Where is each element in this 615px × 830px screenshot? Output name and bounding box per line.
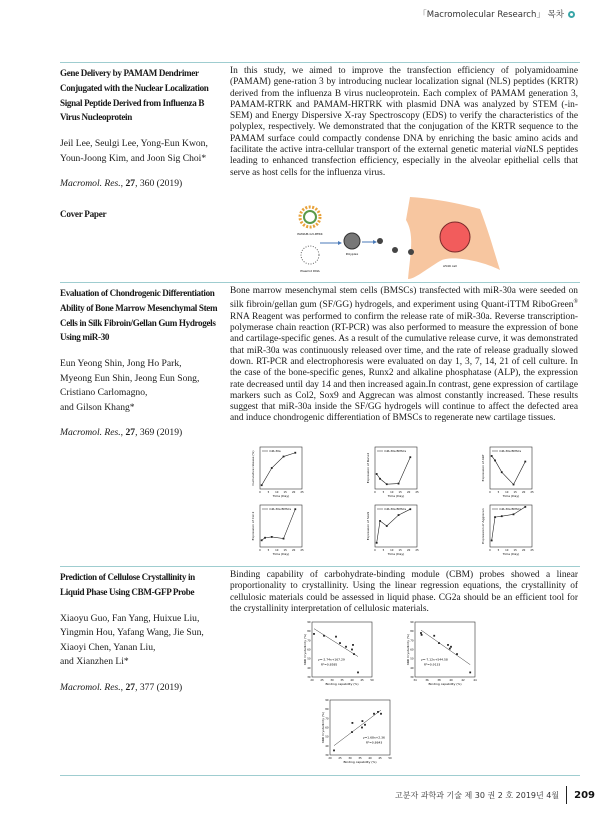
x-tick-label: 0 [259, 491, 261, 494]
data-point [501, 515, 503, 517]
x-tick-label: 38 [437, 679, 441, 682]
polyplex-icon [344, 233, 360, 249]
regression-line [314, 629, 358, 657]
y-tick-label: 30 [410, 676, 414, 679]
chart-panel [251, 505, 304, 556]
legend-label: miR-30a BMSCs [499, 507, 522, 511]
data-point [494, 460, 496, 462]
r-squared: R²=0.8643 [366, 740, 383, 745]
x-tick-label: 35 [358, 757, 362, 760]
citation-pages: , 377 (2019) [135, 681, 183, 693]
data-point [376, 542, 378, 544]
data-point [421, 634, 423, 636]
citation-pages: , 369 (2019) [135, 427, 183, 439]
legend-label: miR-30a BMSCs [384, 449, 407, 453]
data-point [433, 635, 435, 637]
x-tick-label: 20 [291, 491, 296, 494]
author-line: Xiaoyu Guo, Fan Yang, Huixue Liu, [60, 612, 200, 624]
x-tick-label: 25 [300, 491, 304, 494]
footer-journal-info: 고분자 과학과 기술 제 30 권 2 호 2019년 4월 [395, 790, 560, 800]
x-tick-label: 45 [378, 757, 382, 760]
citation-volume: 27 [125, 178, 136, 190]
y-tick-label: 70 [325, 717, 329, 721]
x-tick-label: 10 [275, 491, 279, 494]
data-point [271, 536, 273, 538]
x-tick-label: 25 [300, 549, 304, 552]
x-tick-label: 25 [530, 549, 534, 552]
article-1-meta [60, 66, 225, 219]
article-2-abstract [230, 286, 578, 425]
legend-label: miR-30a BMSCs [384, 507, 407, 511]
x-tick-label: 15 [283, 491, 287, 494]
x-axis-label: Time (Day) [272, 494, 290, 498]
citation-volume: 27 [125, 427, 136, 439]
data-point [339, 642, 341, 644]
x-tick-label: 50 [388, 757, 392, 760]
x-tick-label: 36 [425, 679, 429, 682]
x-tick-label: 30 [330, 679, 334, 682]
data-point [345, 646, 347, 648]
plot-frame [312, 622, 372, 677]
x-tick-label: 40 [350, 679, 354, 682]
x-tick-label: 15 [398, 491, 402, 494]
y-tick-label: 60 [307, 648, 311, 652]
x-axis-label: Time (Day) [502, 494, 520, 498]
x-tick-label: 5 [382, 491, 385, 494]
legend-label: miR-30a [269, 449, 281, 453]
data-point [362, 720, 364, 722]
x-tick-label: 15 [283, 549, 287, 552]
data-point [386, 525, 388, 527]
article-1-abstract [230, 66, 578, 179]
x-tick-label: 0 [489, 549, 491, 552]
series-line [262, 453, 296, 485]
x-tick-label: 15 [398, 549, 402, 552]
y-tick-label: 50 [325, 735, 329, 739]
x-tick-label: 5 [267, 491, 270, 494]
legend-label: miR-30a BMSCs [499, 449, 522, 453]
data-point [313, 633, 315, 635]
data-point [271, 467, 273, 469]
cover-paper-label: Cover Paper [60, 209, 107, 220]
data-point [294, 508, 296, 510]
y-tick-label: 90 [410, 621, 414, 624]
x-tick-label: 20 [406, 549, 411, 552]
x-tick-label: 20 [521, 549, 526, 552]
data-point [335, 636, 337, 638]
divider [60, 775, 580, 776]
data-point [294, 452, 296, 454]
y-axis-label: Expression of ALP [481, 454, 485, 482]
data-point [333, 750, 335, 752]
x-tick-label: 35 [340, 679, 344, 682]
regression-equation: y=-2.74x+167.29 [318, 657, 345, 662]
y-tick-label: 40 [307, 666, 311, 670]
data-point [376, 473, 378, 475]
plot-frame [415, 622, 475, 677]
data-point [524, 506, 526, 508]
x-tick-label: 5 [497, 491, 500, 494]
data-point [447, 644, 449, 646]
r-squared: R²=0.8585 [321, 662, 338, 667]
abstract-text: In this study, we aimed to improve the transfection efficiency of polyamidoamine (PAMAM) gene-ration 3 by introducing nuclear localization signal (NLS) peptides (KRTR) derived from the influenza B virus nucleoprotein. Each complex of PAMAM generation 3, PAMAM-RTRK and PAMAM-HRTRK with plasmid DNA was analyzed by STEM (-in-SEM) and Energy Dispersive X-ray Spectroscopy (EDS) to verify the characteristics of the polyplex, respectively. We demonstrated that the conjugation of the KRTR sequence to the PAMAM surface could compactly condense DNA by enriching the basic amino acids and facilitate the active intra-cellular transport of the external genetic material [230, 66, 578, 156]
y-tick-label: 70 [410, 639, 414, 643]
y-tick-label: 30 [325, 754, 329, 757]
data-point [283, 456, 285, 458]
arrow-head [373, 240, 377, 244]
x-tick-label: 10 [505, 491, 509, 494]
chart-panel [303, 620, 374, 686]
x-axis-label: Time (Day) [387, 494, 405, 498]
footer-separator [566, 786, 567, 804]
dendrimer-label: PAMAM-G3-RTRK [297, 232, 323, 236]
chart-panel [366, 505, 419, 556]
y-tick-label: 80 [325, 708, 329, 712]
x-tick-label: 25 [320, 679, 324, 682]
x-axis-label: Binding capability (%) [428, 682, 462, 686]
polyplex-label: Polyplex [345, 252, 359, 256]
data-point [352, 644, 354, 646]
plot-frame [330, 700, 390, 755]
x-axis-label: Time (Day) [502, 552, 520, 556]
journal-label: 「Macromolecular Research」 목차 [418, 10, 564, 20]
dendrimer-core [304, 211, 316, 223]
title-line: Liquid Phase Using CBM-GFP Probe [60, 586, 195, 597]
data-point [420, 632, 422, 634]
chart-panel [321, 698, 392, 764]
citation-journal: Macromol. Res. [60, 427, 121, 439]
y-tick-label: 90 [325, 699, 329, 702]
x-axis-label: Time (Day) [387, 552, 405, 556]
article-citation[interactable]: Macromol. Res., 27, 369 (2019) [60, 427, 183, 439]
x-tick-label: 10 [275, 549, 279, 552]
data-point [494, 516, 496, 518]
x-tick-label: 20 [291, 549, 296, 552]
data-point [524, 461, 526, 463]
plot-frame [490, 447, 532, 489]
plot-frame [260, 505, 302, 547]
page-footer [395, 786, 595, 804]
article-3-abstract: Binding capability of carbohydrate-binding module (CBM) probes showed a linear proportionality to crystallinity. Using the linear regression equations, the crystallinity of cellulosic materials could be assessed in liquid phase. CG2a should be an efficient tool for the crystallinity interpretation of cellulosic materials. [230, 570, 578, 614]
y-tick-label: 80 [410, 630, 414, 634]
data-point [264, 537, 266, 539]
x-axis-label: Binding capability (%) [343, 760, 377, 764]
y-tick-label: 40 [325, 744, 329, 748]
data-point [352, 722, 354, 724]
plot-frame [490, 505, 532, 547]
citation-journal: Macromol. Res. [60, 681, 121, 693]
abstract-italic: via [514, 145, 527, 156]
author-line: and Gilson Khang* [60, 401, 135, 413]
y-tick-label: 60 [410, 648, 414, 652]
article-title[interactable] [60, 570, 225, 600]
particle [392, 247, 398, 253]
author-line: Yingmin Hou, Yafang Wang, Jie Sun, [60, 627, 204, 639]
data-point [409, 508, 411, 510]
regression-equation: y=1.68x+2.36 [363, 735, 385, 740]
series-line [262, 509, 296, 540]
author-line: Cristiano Carlomagno, [60, 387, 148, 399]
x-tick-label: 5 [497, 549, 500, 552]
figure-crystallinity-charts [300, 620, 590, 772]
x-tick-label: 5 [382, 549, 385, 552]
divider [60, 62, 580, 63]
abstract-text-end: RNA Reagent was performed to confirm the release rate of miR-30a. Reverse transcription-polymerase chain reaction (RT-PCR) was also performed to measure the expression of bone and cartilage-specific genes. As a result of the cumulative release curve, it was demonstrated that miR-30a was continuously released over time, and the rate of release gradually slowed down. RT-PCR and electrophoresis were evaluated on day 1, 3, 7, 14, 21 of cell culture. In the case of the bone-specific genes, Runx2 and alkaline phosphatase (ALP), the expression rate decreased until day 14 and then increased again.In contrast, gene expression of cartilage markers such as Col2, Sox9 and Aggrecan was almost constantly increased. These results suggest that miR-30a inside the SF/GG hydrogels will continue to affect the defected area and induce chondrogenic differentiation of BMSCs to regenerate new cartilage tissues. [230, 311, 578, 424]
data-point [379, 520, 381, 522]
author-line: Eun Yeong Shin, Jong Ho Park, [60, 358, 182, 370]
cell-label: A549 cell [443, 264, 457, 268]
citation-volume: 27 [125, 681, 136, 693]
data-point [513, 484, 515, 486]
y-tick-label: 90 [307, 621, 311, 624]
author-line: and Xianzhen Li* [60, 656, 129, 668]
x-tick-label: 0 [259, 549, 261, 552]
article-citation[interactable]: Macromol. Res., 27, 360 (2019) [60, 178, 183, 190]
y-tick-label: 50 [410, 657, 414, 661]
cover-figure [290, 195, 510, 280]
author-line: Myeong Eun Shin, Jeong Eun Song, [60, 372, 200, 384]
circle-bullet-icon [568, 11, 575, 18]
r-squared: R²=0.9133 [424, 662, 441, 667]
x-tick-label: 15 [513, 491, 517, 494]
plot-frame [375, 505, 417, 547]
y-tick-label: 30 [307, 676, 311, 679]
y-axis-label: Expression of Sox9 [366, 511, 370, 541]
x-tick-label: 0 [374, 491, 376, 494]
author-line: Xiaoyi Chen, Yanan Liu, [60, 641, 156, 653]
y-axis-label: Expression of Col 2 [251, 511, 255, 541]
data-point [380, 713, 382, 715]
divider [60, 566, 580, 567]
x-tick-label: 30 [348, 757, 352, 760]
data-point [386, 483, 388, 485]
particle [408, 249, 414, 255]
chart-panel [406, 620, 477, 686]
x-tick-label: 25 [530, 491, 534, 494]
cell-nucleus [440, 222, 470, 252]
particle [377, 238, 383, 244]
x-tick-label: 45 [360, 679, 364, 682]
data-point [351, 649, 353, 651]
y-axis-label: Cumulative release (%) [251, 450, 255, 486]
article-title[interactable]: Evaluation of Chondrogenic Differentiation Ability of Bone Marrow Mesenchymal Stem Cells in Silk Fibroin/Gellan Gum Hydrogels Using miR-30 [60, 288, 218, 343]
y-axis-label: Expression of Runx2 [366, 452, 370, 484]
data-point [491, 455, 493, 457]
article-2-meta [60, 286, 225, 438]
divider [60, 282, 580, 283]
article-authors [60, 357, 225, 415]
citation-pages: , 360 (2019) [135, 178, 183, 190]
data-point [513, 513, 515, 515]
dna-label: Plasmid DNA [300, 269, 320, 273]
x-tick-label: 25 [415, 549, 419, 552]
x-tick-label: 34 [413, 679, 417, 682]
series-line [377, 509, 411, 543]
abstract-text: Bone marrow mesenchymal stem cells (BMSCs) transfected with miR-30a were seeded on silk fibroin/gellan gum (SF/GG) hydrogels, and experiment using Quant-iTTM RiboGreen [230, 286, 578, 311]
article-title[interactable]: Gene Delivery by PAMAM Dendrimer Conjugated with the Nuclear Localization Signal Peptide Derived from Influenza B Virus Nucleoprotein [60, 68, 209, 123]
x-tick-label: 10 [390, 491, 394, 494]
data-point [283, 538, 285, 540]
data-point [398, 483, 400, 485]
plasmid-dna-icon [301, 246, 319, 264]
series-line [492, 456, 526, 485]
figure-expression-charts [250, 445, 595, 560]
y-axis-label: XRD Crystallinity (%) [406, 633, 410, 666]
data-point [373, 713, 375, 715]
x-tick-label: 0 [374, 549, 376, 552]
article-citation[interactable]: Macromol. Res., 27, 377 (2019) [60, 681, 183, 693]
data-point [449, 648, 451, 650]
chart-panel [481, 447, 534, 498]
data-point [261, 484, 263, 486]
chart-panel [481, 505, 534, 556]
data-point [491, 540, 493, 542]
running-header [418, 8, 575, 20]
x-tick-label: 20 [406, 491, 411, 494]
regression-equation: y=-7.12x+544.58 [421, 657, 448, 662]
y-tick-label: 70 [307, 639, 311, 643]
y-tick-label: 60 [325, 726, 329, 730]
data-point [450, 646, 452, 648]
legend-label: miR-30a BMSCs [269, 507, 292, 511]
x-tick-label: 20 [328, 757, 332, 760]
data-point [261, 539, 263, 541]
x-tick-label: 0 [489, 491, 491, 494]
x-tick-label: 10 [390, 549, 394, 552]
y-axis-label: XRD Crystallinity (%) [303, 633, 307, 666]
data-point [398, 514, 400, 516]
citation-journal: Macromol. Res. [60, 178, 121, 190]
x-tick-label: 20 [310, 679, 314, 682]
x-axis-label: Binding capability (%) [325, 682, 359, 686]
title-line: Prediction of Cellulose Crystallinity in [60, 572, 195, 582]
y-tick-label: 80 [307, 630, 311, 634]
x-tick-label: 10 [505, 549, 509, 552]
data-point [361, 727, 363, 729]
article-authors [60, 612, 225, 670]
y-axis-label: Expression of Aggrecan [481, 508, 485, 544]
series-line [492, 507, 526, 541]
x-tick-label: 42 [461, 679, 465, 682]
arrow-head [338, 241, 342, 245]
y-axis-label: XRD Crystallinity (%) [321, 711, 325, 744]
data-point [379, 478, 381, 480]
data-point [357, 672, 359, 674]
y-tick-label: 50 [307, 657, 311, 661]
page-number: 209 [574, 789, 595, 801]
registered-mark: ® [573, 299, 578, 306]
x-tick-label: 25 [415, 491, 419, 494]
data-point [364, 724, 366, 726]
x-tick-label: 40 [449, 679, 453, 682]
plot-frame [375, 447, 417, 489]
article-3-meta [60, 570, 225, 693]
x-tick-label: 50 [370, 679, 374, 682]
article-authors: Jeil Lee, Seulgi Lee, Yong-Eun Kwon, Youn-Joong Kim, and Joon Sig Choi* [60, 138, 208, 164]
x-tick-label: 40 [368, 757, 372, 760]
data-point [409, 456, 411, 458]
x-tick-label: 44 [473, 679, 477, 682]
x-tick-label: 15 [513, 549, 517, 552]
data-point [501, 471, 503, 473]
chart-panel [366, 447, 419, 498]
x-tick-label: 5 [267, 549, 270, 552]
x-axis-label: Time (Day) [272, 552, 290, 556]
y-tick-label: 40 [410, 666, 414, 670]
data-point [469, 672, 471, 674]
abstract-text-end: NLS peptides leading to enhanced transfection efficiency, especially in the alveolar epithelial cells that serve as host cells for the influenza virus. [230, 145, 578, 178]
x-tick-label: 20 [521, 491, 526, 494]
x-tick-label: 25 [338, 757, 342, 760]
chart-panel [251, 447, 304, 498]
series-line [377, 457, 411, 484]
